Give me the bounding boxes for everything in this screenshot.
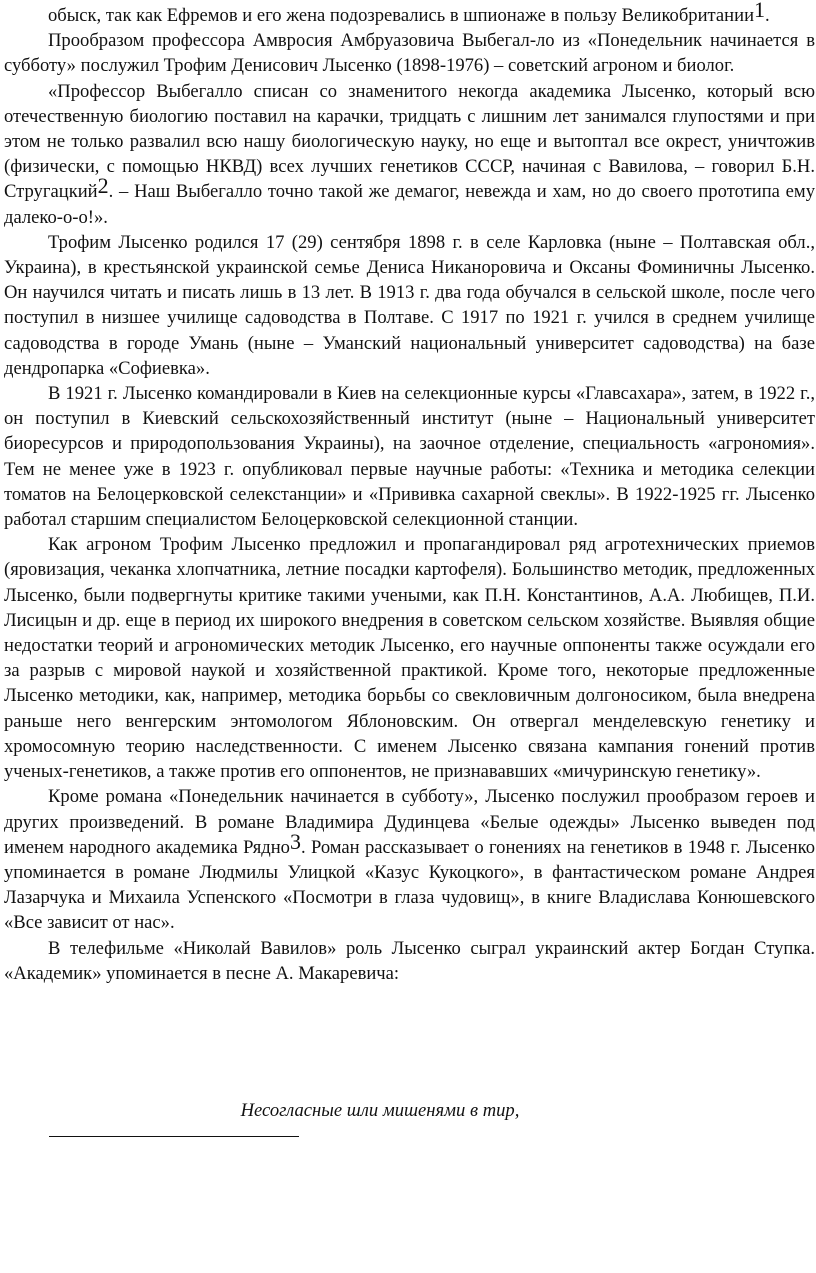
paragraph-text: В 1921 г. Лысенко командировали в Киев на селекционные курсы «Главсахара», затем, в 1922 г., он поступил в Киевский сельскохозяйственный институт (ныне – Национальный университет биоресурсов и природопользования Украины), на заочное отделение, специальность «агрономия». Тем не менее уже в 1923 г. опубликовал первые научные работы: «Техника и методика селекции томатов на Белоцерковской селекстанции» и «Прививка сахарной свеклы». В 1922-1925 гг. Лысенко работал старшим специалистом Белоцерковской селекционной станции. bbox=[4, 383, 815, 531]
footnote-ref[interactable]: 1 bbox=[754, 0, 766, 23]
footnote-ref[interactable]: 3 bbox=[289, 828, 301, 854]
paragraph-text: Как агроном Трофим Лысенко предложил и пропагандировал ряд агротехнических приемов (яровизация, чеканка хлопчатника, летние посадки картофеля). Большинство методик, предложенных Лысенко, были подвергнуты критике такими учеными, как П.Н. Константинов, А.А. Любищев, П.И. Лисицын и др. еще в период их широкого внедрения в советском сельском хозяйстве. Выявляя общие недостатки теорий и агрономических методик Лысенко, его научные оппоненты также осуждали его за разрыв с мировой наукой и хозяйственной практикой. Кроме того, некоторые предложенные Лысенко методики, как, например, методика борьбы со свекловичным долгоносиком, была внедрена раньше него венгерским энтомологом Яблоновским. Он отвергал менделевскую генетику и хромосомную теорию наследственности. С именем Лысенко связана кампания гонений против ученых-генетиков, а также против его оппонентов, не признававших «мичуринскую генетику». bbox=[4, 534, 815, 783]
paragraph-text: В телефильме «Николай Вавилов» роль Лысенко сыграл украинский актер Богдан Ступка. «Академик» упоминается в песне А. Макаревича: bbox=[4, 937, 815, 984]
paragraph-text: . Роман рассказывает о гонениях на генетиков в 1948 г. Лысенко упоминается в романе Людмилы Улицкой «Казус Кукоцкого», в фантастическом романе Андрея Лазарчука и Михаила Успенского «Посмотри в глаза чудовищ», в книге Владислава Конюшевского «Все зависит от нас». bbox=[4, 836, 815, 934]
paragraph-text: . bbox=[765, 5, 770, 26]
paragraph bbox=[4, 230, 815, 381]
paragraph bbox=[4, 936, 815, 986]
paragraph bbox=[4, 381, 815, 532]
paragraph-text: Трофим Лысенко родился 17 (29) сентября 1898 г. в селе Карловка (ныне – Полтавская обл., Украина), в крестьянской украинской семье Дениса Никаноровича и Оксаны Фоминичны Лысенко. Он научился читать и писать лишь в 13 лет. В 1913 г. два года обучался в сельской школе, после чего поступил в низшее училище садоводства в Полтаве. С 1917 по 1921 г. учился в среднем училище садоводства в городе Умань (ныне – Уманский национальный университет садоводства) на базе дендропарка «Софиевка». bbox=[4, 231, 815, 379]
paragraph bbox=[4, 28, 815, 78]
footnote-separator bbox=[49, 1136, 299, 1137]
paragraph-text: Прообразом профессора Амвросия Амбруазовича Выбегал-ло из «Понедельник начинается в субботу» послужил Трофим Денисович Лысенко (1898-1976) – советский агроном и биолог. bbox=[4, 30, 815, 77]
paragraph-text: . – Наш Выбегалло точно такой же демагог, невежда и хам, но до своего прототипа ему далеко-о-о!». bbox=[4, 181, 815, 228]
paragraph bbox=[4, 0, 815, 28]
paragraph bbox=[4, 784, 815, 935]
paragraph-text: Кроме романа «Понедельник начинается в субботу», Лысенко послужил прообразом героев и других произведений. В романе Владимира Дудинцева «Белые одежды» Лысенко выведен под именем народного академика Рядно bbox=[4, 786, 815, 858]
paragraph bbox=[4, 79, 815, 230]
footnote-ref[interactable]: 2 bbox=[97, 173, 109, 199]
paragraph-text: обыск, так как Ефремов и его жена подозревались в шпионаже в пользу Великобритании bbox=[48, 5, 755, 26]
paragraph-text: «Профессор Выбегалло списан со знаменитого некогда академика Лысенко, который всю отечественную биологию поставил на карачки, тридцать с лишним лет занимался глупостями и при этом не только развалил всю нашу биологическую науку, но еще и вытоптал все окрест, уничтожив (физически, с помощью НКВД) всех лучших генетиков СССР, начиная с Вавилова, – говорил Б.Н. Стругацкий bbox=[4, 80, 815, 203]
body-text bbox=[4, 0, 815, 986]
poem-line: Несогласные шли мишенями в тир, bbox=[240, 1100, 520, 1121]
paragraph bbox=[4, 532, 815, 784]
